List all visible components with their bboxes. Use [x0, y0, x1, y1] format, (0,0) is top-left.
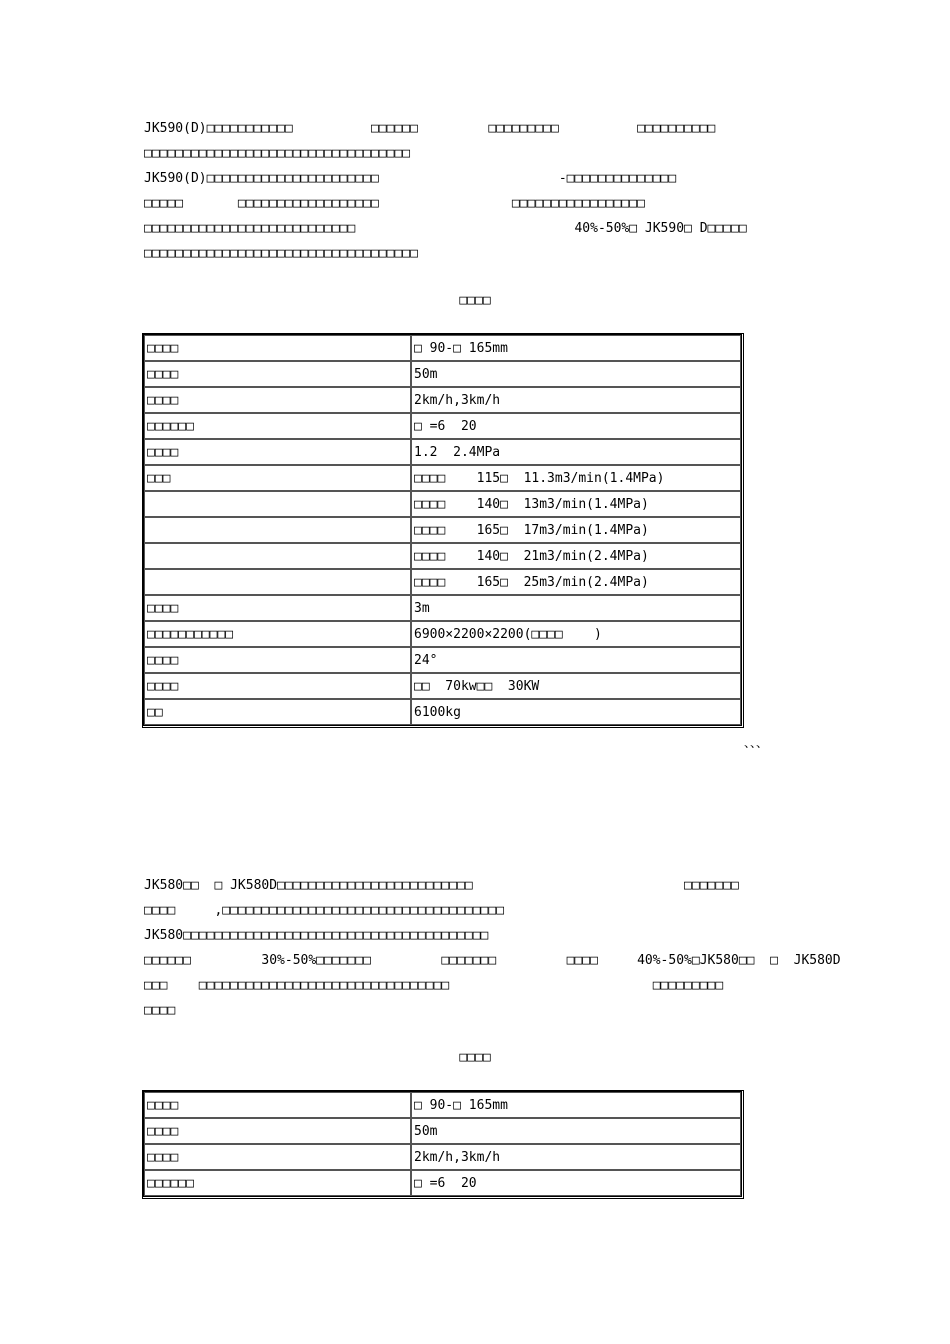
spec-value-cell: □□□□ 140□ 13m3/min(1.4MPa) — [411, 491, 741, 517]
paragraph-line: JK590(D)□□□□□□□□□□□□□□□□□□□□□□ -□□□□□□□□□□□□□□ — [144, 171, 677, 186]
spec-label-cell: □□□□ — [144, 387, 411, 413]
table-row — [144, 1144, 741, 1170]
spec-value-cell: □ 90-□ 165mm — [411, 1092, 741, 1118]
spec-label-cell: □□□□□□ — [144, 1170, 411, 1196]
spec-label-cell — [144, 569, 411, 595]
table-row — [144, 387, 741, 413]
table-row — [144, 647, 741, 673]
spec-label-cell: □□□□ — [144, 647, 411, 673]
spec-label-cell — [144, 543, 411, 569]
spec-label-cell: □□□□ — [144, 361, 411, 387]
spec-value-cell: □□ 70kw□□ 30KW — [411, 673, 741, 699]
spec-value-cell: 50m — [411, 1118, 741, 1144]
table-title: □□□□ — [459, 1050, 491, 1065]
table-row — [144, 1118, 741, 1144]
spec-value-cell: 2km/h,3km/h — [411, 1144, 741, 1170]
spec-value-cell: 2km/h,3km/h — [411, 387, 741, 413]
spec-label-cell: □□□□ — [144, 1092, 411, 1118]
paragraph-line: JK580□□□□□□□□□□□□□□□□□□□□□□□□□□□□□□□□□□□□□□□ — [144, 928, 489, 943]
paragraph-line: □□□□□ □□□□□□□□□□□□□□□□□□ □□□□□□□□□□□□□□□□□ — [144, 196, 645, 211]
spec-label-cell: □□□□ — [144, 1144, 411, 1170]
table-row — [144, 673, 741, 699]
table-row — [144, 413, 741, 439]
trailing-mark: 、、、 — [744, 736, 769, 750]
table-row — [144, 439, 741, 465]
spec-table — [142, 1090, 744, 1199]
table-title: □□□□ — [459, 293, 491, 308]
spec-label-cell: □□□□□□□□□□□ — [144, 621, 411, 647]
table-row — [144, 491, 741, 517]
spec-value-cell: 3m — [411, 595, 741, 621]
spec-label-cell: □□ — [144, 699, 411, 725]
paragraph-line: □□□□ — [144, 1003, 176, 1018]
spec-label-cell: □□□□ — [144, 439, 411, 465]
table-row — [144, 543, 741, 569]
spec-label-cell — [144, 517, 411, 543]
spec-value-cell: □□□□ 115□ 11.3m3/min(1.4MPa) — [411, 465, 741, 491]
spec-label-cell: □□□ — [144, 465, 411, 491]
table-row — [144, 361, 741, 387]
table-row — [144, 595, 741, 621]
paragraph-line: □□□ □□□□□□□□□□□□□□□□□□□□□□□□□□□□□□□□ □□□□□□□□□ — [144, 978, 724, 993]
paragraph-line: □□□□□□□□□□□□□□□□□□□□□□□□□□□□□□□□□□□ — [144, 246, 418, 261]
paragraph-line: □□□□□□□□□□□□□□□□□□□□□□□□□□□□□□□□□□ — [144, 146, 411, 161]
table-row — [144, 517, 741, 543]
table-row — [144, 465, 741, 491]
spec-value-cell: □ =6 20 — [411, 413, 741, 439]
paragraph-line: □□□□□□□□□□□□□□□□□□□□□□□□□□□ 40%-50%□ JK590□ D□□□□□ — [144, 221, 747, 236]
spec-value-cell: □ =6 20 — [411, 1170, 741, 1196]
spec-label-cell: □□□□ — [144, 673, 411, 699]
paragraph-line: JK590(D)□□□□□□□□□□□ □□□□□□ □□□□□□□□□ □□□□□□□□□□ — [144, 121, 716, 136]
table-row — [144, 621, 741, 647]
spec-label-cell — [144, 491, 411, 517]
spec-label-cell: □□□□ — [144, 335, 411, 361]
paragraph-line: JK580□□ □ JK580D□□□□□□□□□□□□□□□□□□□□□□□□□ □□□□□□□ — [144, 878, 739, 893]
spec-value-cell: 24° — [411, 647, 741, 673]
spec-value-cell: 6100kg — [411, 699, 741, 725]
spec-value-cell: 1.2 2.4MPa — [411, 439, 741, 465]
spec-value-cell: □□□□ 140□ 21m3/min(2.4MPa) — [411, 543, 741, 569]
table-row — [144, 1170, 741, 1196]
spec-label-cell: □□□□□□ — [144, 413, 411, 439]
spec-value-cell: 50m — [411, 361, 741, 387]
table-row — [144, 335, 741, 361]
paragraph-line: □□□□□□ 30%-50%□□□□□□□ □□□□□□□ □□□□ 40%-50%□JK580□□ □ JK580D — [144, 953, 841, 968]
spec-value-cell: □□□□ 165□ 17m3/min(1.4MPa) — [411, 517, 741, 543]
paragraph-line: □□□□ ,□□□□□□□□□□□□□□□□□□□□□□□□□□□□□□□□□□□□ — [144, 903, 505, 918]
spec-label-cell: □□□□ — [144, 1118, 411, 1144]
table-row — [144, 1092, 741, 1118]
spec-label-cell: □□□□ — [144, 595, 411, 621]
spec-value-cell: □□□□ 165□ 25m3/min(2.4MPa) — [411, 569, 741, 595]
spec-value-cell: 6900×2200×2200(□□□□ ) — [411, 621, 741, 647]
table-row — [144, 699, 741, 725]
table-row — [144, 569, 741, 595]
spec-table — [142, 333, 744, 728]
spec-value-cell: □ 90-□ 165mm — [411, 335, 741, 361]
